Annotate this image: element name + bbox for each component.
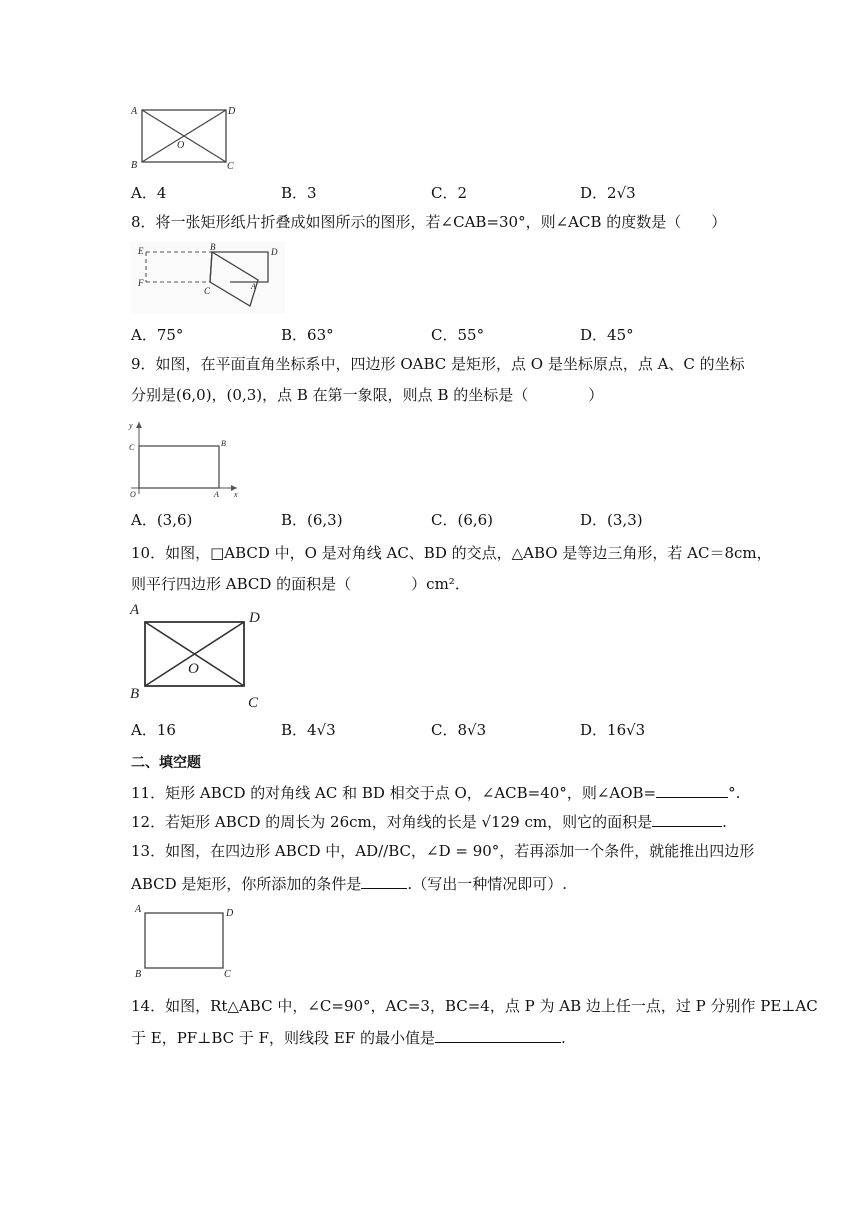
q8-label-e: E [138, 246, 144, 256]
q8-label-f: F [138, 278, 144, 288]
q11-answer-blank[interactable] [656, 781, 728, 798]
q8-option-c: C．55° [431, 326, 485, 344]
q13-answer-blank[interactable] [361, 872, 407, 889]
q9-label-b: B [221, 439, 226, 448]
q9-option-b: B．(6,3) [281, 511, 343, 529]
q7-option-d: D．2√3 [580, 184, 636, 202]
q8-label-c: C [204, 286, 211, 296]
q8-figure [130, 242, 285, 314]
q7-option-c: C．2 [431, 184, 468, 202]
q13-question-line2 [131, 872, 567, 894]
q14-answer-blank[interactable] [435, 1026, 561, 1043]
q10-option-b: B．4√3 [281, 721, 336, 739]
q13-label-b: B [135, 969, 142, 980]
q13-text-b: .（写出一种情况即可）. [407, 875, 567, 893]
q10-figure [128, 600, 268, 712]
q13-text-a: ABCD 是矩形，你所添加的条件是 [131, 875, 362, 893]
q7-label-c: C [227, 161, 234, 172]
q8-label-b: B [210, 242, 216, 252]
q7-label-d: D [228, 106, 236, 117]
q10-label-c: C [248, 695, 259, 711]
q7-figure [128, 102, 240, 172]
q9-option-d: D．(3,3) [580, 511, 643, 529]
q10-label-d: D [249, 610, 260, 626]
q12-text-b: . [722, 813, 727, 831]
q7-option-b: B．3 [281, 184, 317, 202]
q9-option-c: C．(6,6) [431, 511, 494, 529]
q14-text-a: 于 E，PF⊥BC 于 F，则线段 EF 的最小值是 [131, 1029, 435, 1047]
q14-question-line2 [131, 1026, 566, 1048]
q13-label-d: D [226, 908, 234, 919]
q11-question [131, 781, 740, 803]
q7-label-o: O [177, 140, 185, 151]
q9-question-line2: 分别是(6,0)，(0,3)，点 B 在第一象限，则点 B 的坐标是（ ） [131, 386, 604, 404]
q10-option-c: C．8√3 [431, 721, 487, 739]
q14-question-line1: 14．如图，Rt△ABC 中，∠C=90°，AC=3，BC=4，点 P 为 AB 边上任一点，过 P 分别作 PE⊥AC [131, 997, 818, 1015]
q10-label-a: A [130, 602, 140, 618]
q11-text-b: °. [728, 784, 741, 802]
q13-label-c: C [224, 969, 231, 980]
q8-label-d: D [271, 247, 278, 257]
q10-label-b: B [130, 686, 140, 702]
q10-question-line1: 10．如图，□ABCD 中，O 是对角线 AC、BD 的交点，△ABO 是等边三角形，若 AC＝8cm， [131, 544, 772, 562]
q8-option-d: D．45° [580, 326, 634, 344]
q14-text-b: . [560, 1029, 566, 1047]
q11-text-a: 11．矩形 ABCD 的对角线 AC 和 BD 相交于点 O，∠ACB=40°，则∠AOB= [131, 784, 657, 802]
q8-option-b: B．63° [281, 326, 334, 344]
q9-label-o: O [130, 490, 136, 498]
q13-figure [128, 900, 240, 982]
q13-label-a: A [135, 904, 142, 915]
q9-label-x: x [234, 490, 238, 498]
q8-question: 8．将一张矩形纸片折叠成如图所示的图形，若∠CAB=30°，则∠ACB 的度数是（ ） [131, 213, 727, 231]
q10-label-o: O [188, 661, 199, 677]
q8-label-a: A [251, 282, 256, 291]
q10-question-line2: 则平行四边形 ABCD 的面积是（ ）cm²． [131, 575, 470, 593]
q12-answer-blank[interactable] [652, 810, 722, 827]
q9-label-y: y [129, 421, 133, 430]
q10-option-d: D．16√3 [580, 721, 646, 739]
q10-option-a: A．16 [131, 721, 176, 739]
q9-label-c: C [129, 443, 135, 452]
q12-question [131, 810, 727, 832]
q9-label-a: A [214, 490, 219, 498]
q9-option-a: A．(3,6) [131, 511, 193, 529]
q13-question-line1: 13．如图，在四边形 ABCD 中，AD//BC，∠D = 90°，若再添加一个条件，就能推出四边形 [131, 842, 755, 860]
q12-text-a: 12．若矩形 ABCD 的周长为 26cm，对角线的长是 √129 cm，则它的面积是 [131, 813, 653, 831]
q8-option-a: A．75° [131, 326, 184, 344]
q9-question-line1: 9．如图，在平面直角坐标系中，四边形 OABC 是矩形，点 O 是坐标原点，点 A、C 的坐标 [131, 355, 745, 373]
q7-label-a: A [131, 106, 138, 117]
q7-option-a: A．4 [131, 184, 167, 202]
q7-label-b: B [131, 160, 138, 171]
q9-figure [125, 418, 243, 498]
section-title: 二、填空题 [131, 755, 201, 771]
